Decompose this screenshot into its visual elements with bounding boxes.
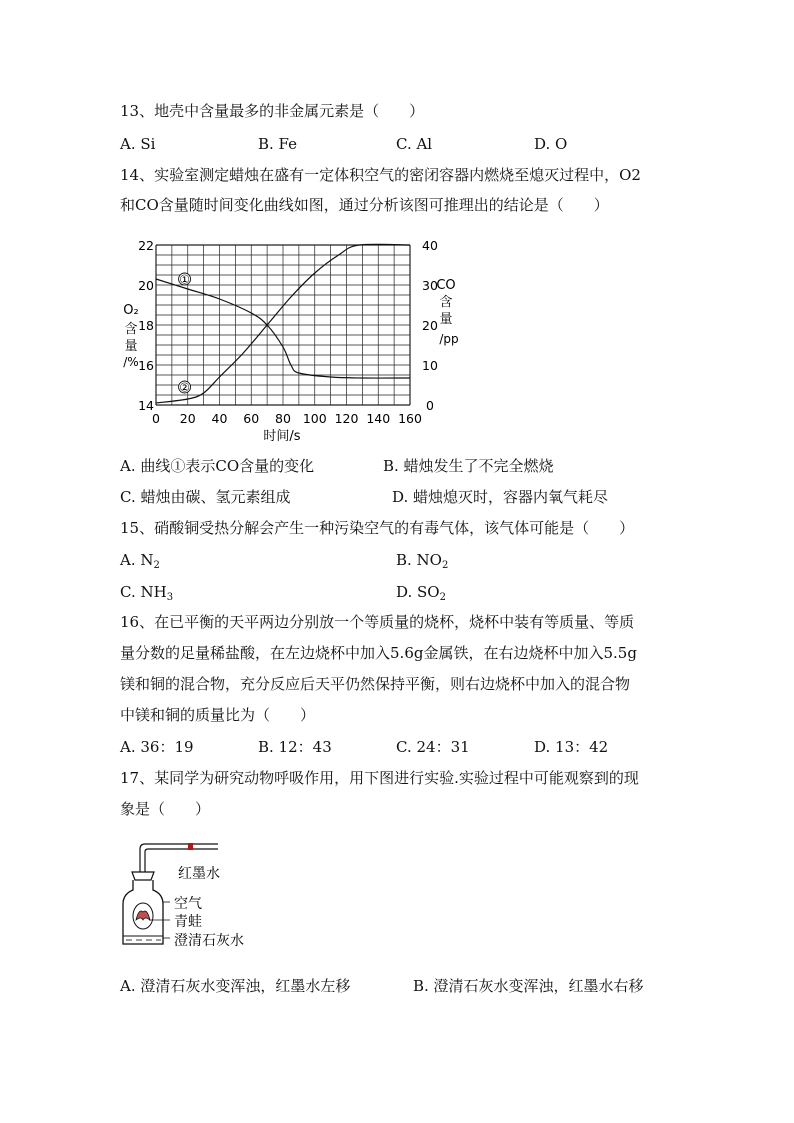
label-red-ink: 红墨水 xyxy=(178,866,220,882)
x-tick-label: 60 xyxy=(243,411,260,426)
q16-line3: 镁和铜的混合物，充分反应后天平仍然保持平衡，则右边烧杯中加入的混合物 xyxy=(120,675,631,693)
right-axis-label-line4: /pp xyxy=(439,332,459,346)
right-tick-label: 0 xyxy=(426,398,434,413)
q15-stem: 15、硝酸铜受热分解会产生一种污染空气的有毒气体，该气体可能是（ ） xyxy=(120,519,635,537)
q17-line1: 17、某同学为研究动物呼吸作用，用下图进行实验.实验过程中可能观察到的现 xyxy=(120,769,639,787)
left-axis-ticks xyxy=(138,238,154,413)
respiration-apparatus-diagram xyxy=(120,836,290,956)
left-tick-label: 22 xyxy=(138,238,154,253)
left-axis-label-line1: O₂ xyxy=(123,303,139,318)
x-axis-label: 时间/s xyxy=(263,429,301,444)
series-marker-label: ② xyxy=(179,380,190,395)
q14-option-a: A. 曲线①表示CO含量的变化 xyxy=(120,457,315,475)
q16-line2: 量分数的足量稀盐酸，在左边烧杯中加入5.6g金属铁，在右边烧杯中加入5.5g xyxy=(120,644,637,662)
x-tick-label: 80 xyxy=(275,411,291,426)
q15-option-b: B. $NO_2$ xyxy=(396,551,449,571)
left-axis-label-line3: 量 xyxy=(124,339,138,354)
q16-option-b: B. 12：43 xyxy=(258,738,332,756)
q16-option-d: D. 13：42 xyxy=(534,738,609,756)
q16-line1: 16、在已平衡的天平两边分别放一个等质量的烧杯，烧杯中装有等质量、等质 xyxy=(120,613,635,631)
label-air: 空气 xyxy=(174,896,202,912)
red-ink-drop xyxy=(188,843,193,850)
q16-line4: 中镁和铜的质量比为（ ） xyxy=(120,706,316,724)
q14-option-b: B. 蜡烛发生了不完全燃烧 xyxy=(383,457,554,475)
x-tick-label: 0 xyxy=(152,411,160,426)
x-tick-label: 40 xyxy=(211,411,228,426)
x-tick-label: 20 xyxy=(179,411,196,426)
x-axis-ticks xyxy=(152,411,422,426)
right-tick-label: 30 xyxy=(422,278,438,293)
right-axis-label-line1: CO xyxy=(436,278,456,293)
q17-line2: 象是（ ） xyxy=(120,800,211,818)
q16-option-a: A. 36：19 xyxy=(120,738,194,756)
left-tick-label: 16 xyxy=(138,358,154,373)
left-tick-label: 20 xyxy=(138,278,154,293)
q17-option-a: A. 澄清石灰水变浑浊，红墨水左移 xyxy=(120,977,351,995)
q14-stem-line1: 14、实验室测定蜡烛在盛有一定体积空气的密闭容器内燃烧至熄灭过程中，O2 xyxy=(120,166,641,184)
chart-grid xyxy=(156,245,410,405)
q13-option-d: D. O xyxy=(534,135,568,153)
left-axis-label-line2: 含 xyxy=(124,322,138,337)
right-tick-label: 10 xyxy=(422,358,438,373)
q13-stem: 13、地壳中含量最多的非金属元素是（ ） xyxy=(120,102,425,120)
q13-option-c: C. Al xyxy=(396,135,433,153)
o2-co-chart xyxy=(110,232,480,447)
q15-option-d: D. $SO_2$ xyxy=(396,583,446,603)
label-limewater: 澄清石灰水 xyxy=(174,933,244,949)
right-tick-label: 40 xyxy=(422,238,438,253)
left-axis-label-line4: /% xyxy=(123,355,139,369)
q14-stem-line2: 和CO含量随时间变化曲线如图，通过分析该图可推理出的结论是（ ） xyxy=(120,196,609,214)
q17-option-b: B. 澄清石灰水变浑浊，红墨水右移 xyxy=(413,977,644,995)
right-axis-label-line2: 含 xyxy=(439,295,453,310)
q13-option-a: A. Si xyxy=(120,135,156,153)
stopper xyxy=(132,872,154,880)
q13-option-b: B. Fe xyxy=(258,135,298,153)
q15-option-a: A. $N_2$ xyxy=(120,551,160,571)
series-marker-label: ① xyxy=(179,272,190,287)
right-axis-ticks xyxy=(422,238,438,413)
q16-option-c: C. 24：31 xyxy=(396,738,470,756)
x-tick-label: 100 xyxy=(302,411,327,426)
label-frog: 青蛙 xyxy=(174,914,202,930)
q14-option-d: D. 蜡烛熄灭时，容器内氧气耗尽 xyxy=(392,488,609,506)
q15-option-c: C. $NH_3$ xyxy=(120,583,174,603)
x-tick-label: 120 xyxy=(334,411,359,426)
left-tick-label: 14 xyxy=(138,398,154,413)
x-tick-label: 160 xyxy=(398,411,422,426)
right-tick-label: 20 xyxy=(422,318,438,333)
q14-option-c: C. 蜡烛由碳、氢元素组成 xyxy=(120,488,291,506)
left-tick-label: 18 xyxy=(138,318,154,333)
x-tick-label: 140 xyxy=(366,411,391,426)
right-axis-label-line3: 量 xyxy=(439,312,453,327)
